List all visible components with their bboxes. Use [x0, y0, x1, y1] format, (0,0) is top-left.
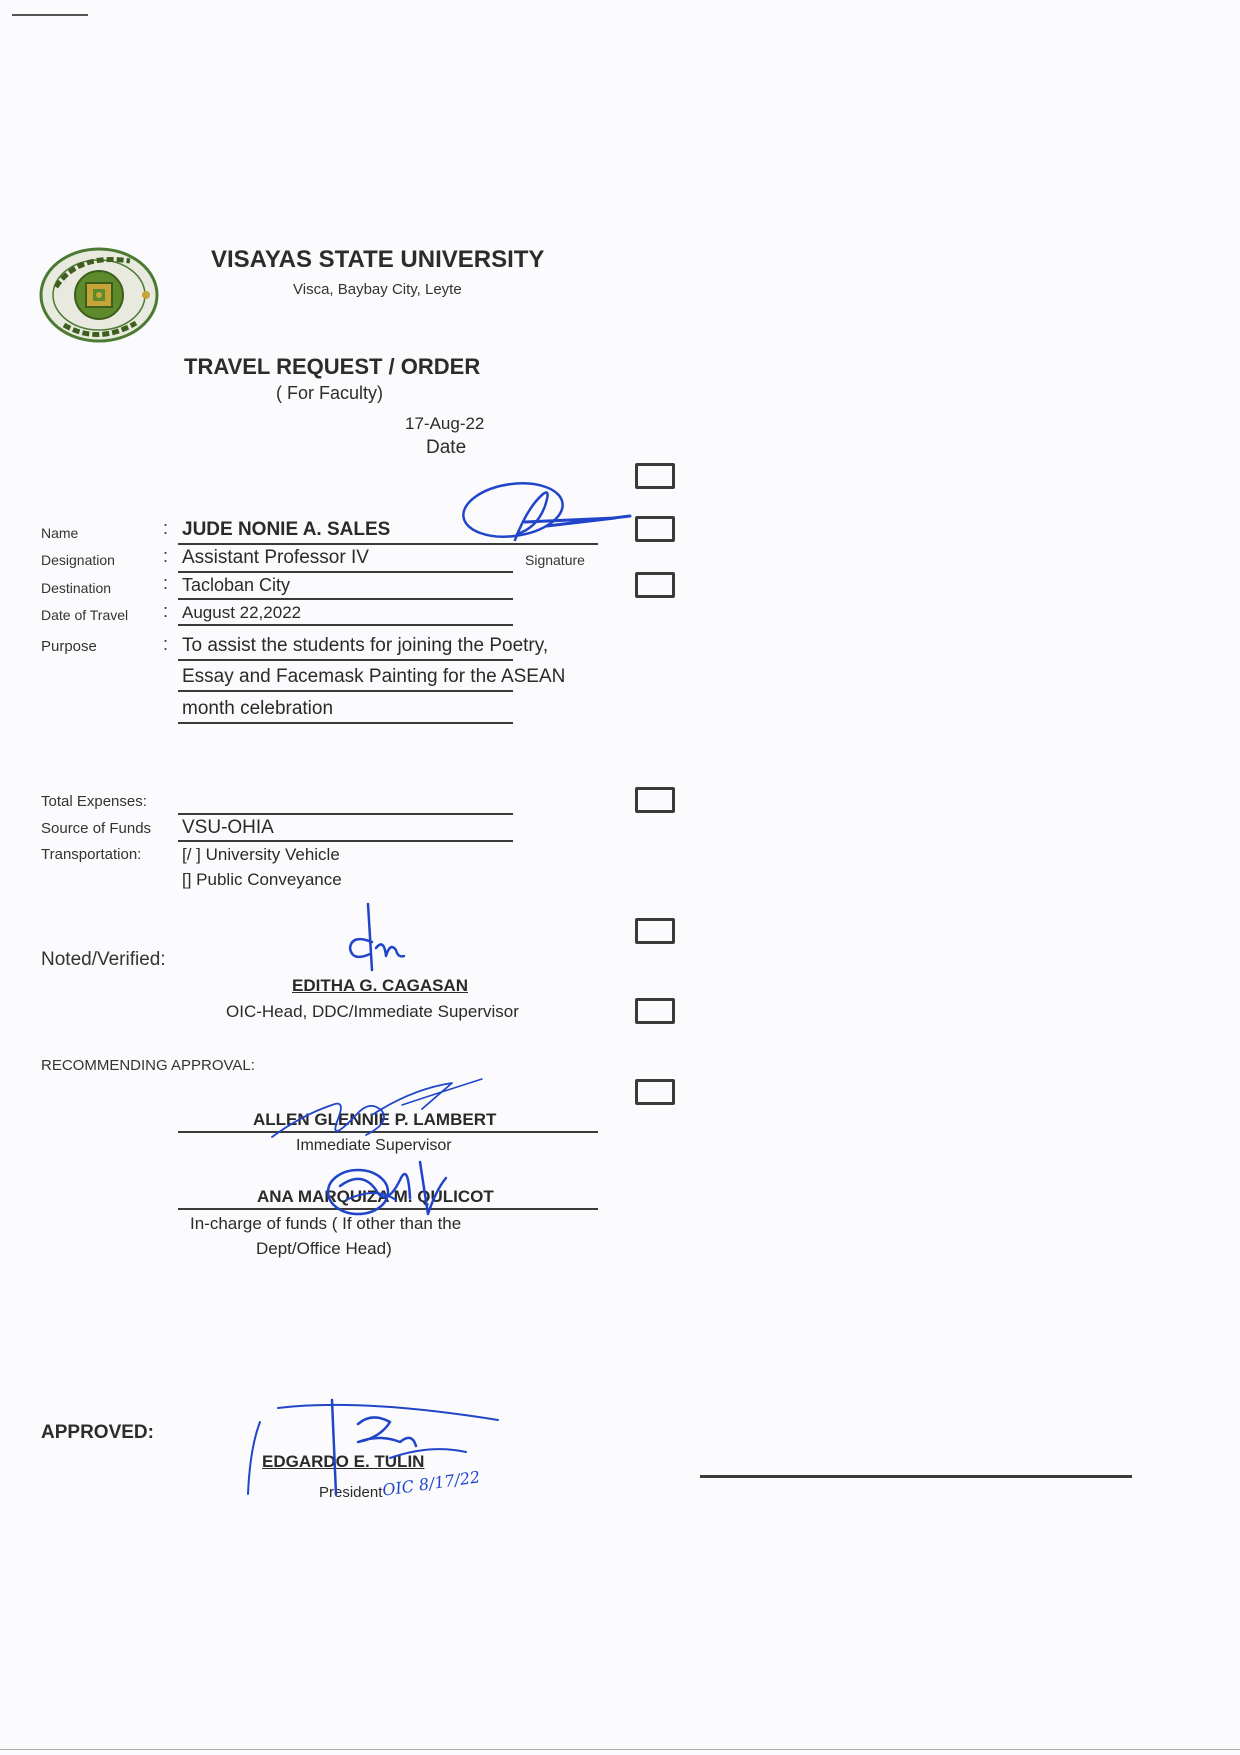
purpose-label: Purpose — [41, 638, 97, 655]
recommending-signatory-1-name: ALLEN GLENNIE P. LAMBERT — [253, 1110, 497, 1129]
designation-label: Designation — [41, 552, 115, 568]
purpose-line-3: month celebration — [182, 698, 334, 719]
form-date-value: 17-Aug-22 — [405, 414, 485, 433]
approved-label: APPROVED: — [41, 1422, 154, 1443]
applicant-signature — [455, 478, 655, 558]
recommending-signatory-2-title-line-1: In-charge of funds ( If other than the — [190, 1214, 462, 1233]
date-of-travel-value: August 22,2022 — [182, 603, 302, 622]
transport-option-university-vehicle: [/ ] University Vehicle — [182, 845, 340, 864]
recommending-approval-label: RECOMMENDING APPROVAL: — [41, 1057, 255, 1074]
name-colon: : — [163, 518, 169, 538]
checkbox-6[interactable] — [635, 998, 675, 1024]
destination-underline — [178, 598, 513, 600]
name-label: Name — [41, 525, 79, 541]
total-expenses-underline — [178, 813, 513, 815]
designation-underline — [178, 571, 513, 573]
checkbox-3[interactable] — [635, 572, 675, 598]
total-expenses-label: Total Expenses: — [41, 793, 147, 810]
purpose-underline-3 — [178, 722, 513, 724]
transportation-label: Transportation: — [41, 846, 142, 863]
purpose-line-1: To assist the students for joining the Poetry, — [182, 635, 549, 656]
right-blank-line — [700, 1475, 1132, 1478]
noted-signatory-name: EDITHA G. CAGASAN — [292, 976, 468, 995]
destination-label: Destination — [41, 580, 112, 596]
approved-signatory-title: President — [319, 1484, 383, 1501]
destination-colon: : — [163, 573, 169, 593]
recommending-signatory-1-title: Immediate Supervisor — [296, 1137, 452, 1154]
form-title: TRAVEL REQUEST / ORDER — [184, 354, 481, 379]
source-of-funds-label: Source of Funds — [41, 820, 152, 837]
form-subtitle: ( For Faculty) — [276, 383, 384, 403]
scan-mark — [12, 14, 88, 16]
purpose-line-2: Essay and Facemask Painting for the ASEAN — [182, 666, 566, 687]
form-date-label: Date — [426, 437, 467, 458]
university-address: Visca, Baybay City, Leyte — [293, 281, 462, 298]
source-of-funds-value: VSU-OHIA — [182, 817, 274, 838]
university-name: VISAYAS STATE UNIVERSITY — [211, 246, 545, 273]
date-of-travel-label: Date of Travel — [41, 607, 129, 623]
purpose-underline-2 — [178, 690, 513, 692]
checkbox-4[interactable] — [635, 787, 675, 813]
source-of-funds-underline — [178, 840, 513, 842]
name-value: JUDE NONIE A. SALES — [182, 519, 391, 540]
date-of-travel-colon: : — [163, 601, 169, 621]
noted-signatory-title: OIC-Head, DDC/Immediate Supervisor — [226, 1002, 519, 1021]
purpose-underline-1 — [178, 659, 513, 661]
bottom-scan-line — [0, 1749, 1240, 1750]
approved-signature — [240, 1398, 500, 1498]
designation-colon: : — [163, 546, 169, 566]
noted-verified-label: Noted/Verified: — [41, 949, 166, 970]
recommending-signatory-2-title-line-2: Dept/Office Head) — [256, 1239, 392, 1258]
recommending-signature-2 — [316, 1150, 456, 1230]
recommending-signature-1 — [262, 1075, 502, 1155]
approved-handwritten-note: OIC 8/17/22 — [381, 1467, 482, 1500]
destination-value: Tacloban City — [182, 575, 291, 595]
signature-label: Signature — [525, 552, 585, 568]
recommending-signatory-2-name: ANA MARQUIZA M. QULICOT — [257, 1187, 494, 1206]
approved-signatory-name: EDGARDO E. TULIN — [262, 1452, 425, 1471]
transport-option-public-conveyance: [] Public Conveyance — [182, 870, 342, 889]
noted-signature — [338, 898, 418, 978]
university-seal-logo — [38, 247, 160, 343]
date-of-travel-underline — [178, 624, 513, 626]
purpose-colon: : — [163, 634, 169, 654]
checkbox-5[interactable] — [635, 918, 675, 944]
checkbox-7[interactable] — [635, 1079, 675, 1105]
designation-value: Assistant Professor IV — [182, 547, 369, 568]
